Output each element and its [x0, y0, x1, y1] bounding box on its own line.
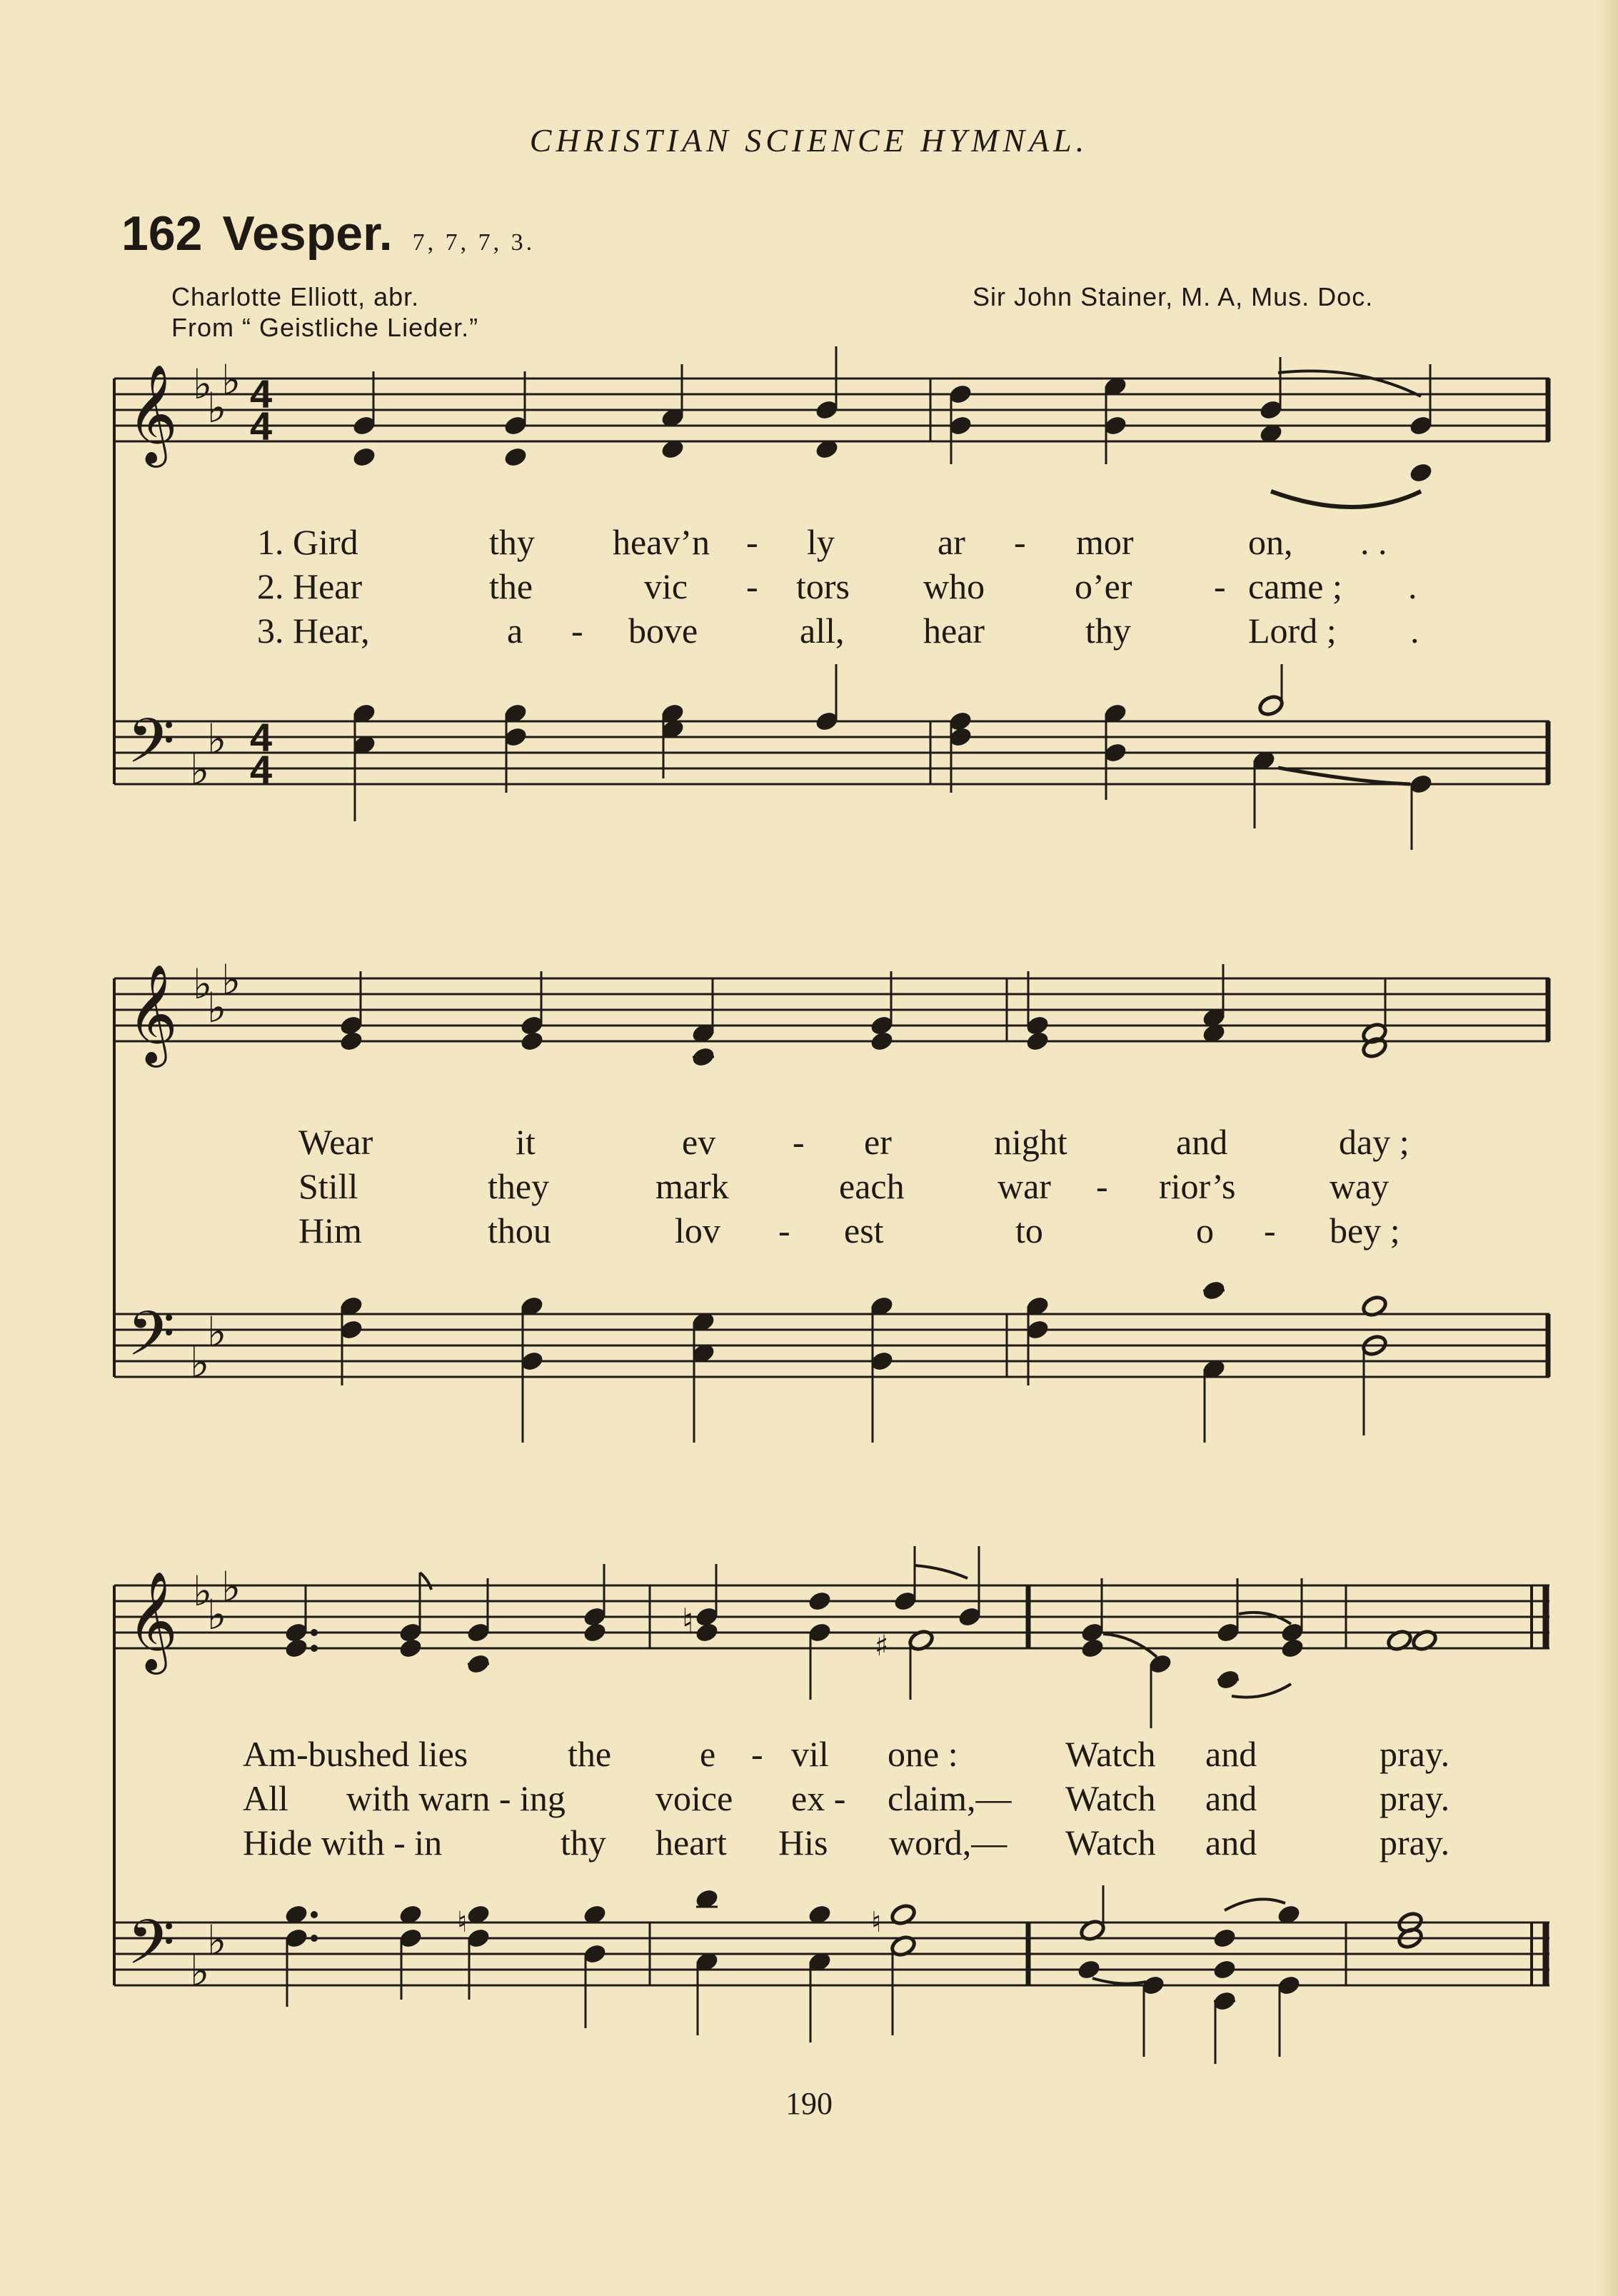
note-flag [420, 1573, 431, 1590]
lyric-syllable: tors [796, 566, 850, 606]
lyric-syllable: came ; [1248, 566, 1342, 606]
lyric-syllable: er [864, 1122, 892, 1162]
lyric-syllable: Lord ; [1248, 611, 1337, 651]
lyric-syllable: war [998, 1166, 1051, 1206]
music-credit: Sir John Stainer, M. A, Mus. Doc. [973, 282, 1374, 311]
lyric-syllable: o’er [1075, 566, 1132, 606]
lyric-syllable: hear [923, 611, 985, 651]
lyric-syllable: bey ; [1330, 1210, 1400, 1250]
flat-icon: ♭ [190, 1947, 210, 1995]
flat-icon: ♭ [221, 956, 241, 1004]
flat-icon: ♭ [221, 356, 241, 404]
words-credit: Charlotte Elliott, abr. [171, 282, 420, 311]
lyric-syllable: day ; [1339, 1122, 1410, 1162]
note-head [1025, 1030, 1050, 1053]
lyric-syllable: ev [682, 1122, 716, 1162]
treble-clef-icon: 𝄞 [127, 964, 178, 1063]
dot [311, 1935, 318, 1942]
lyric-syllable: vil [791, 1734, 829, 1774]
lyric-syllable: - [778, 1210, 790, 1250]
lyric-syllable: All [243, 1778, 288, 1818]
sharp-icon: ♯ [875, 1630, 889, 1663]
note-head [1212, 1958, 1237, 1982]
slur [1103, 1634, 1157, 1657]
lyric-syllable: with warn - ing [346, 1778, 566, 1818]
note-head [869, 1030, 895, 1053]
slur [1225, 1899, 1285, 1910]
slur [915, 1565, 968, 1578]
bass-staff [114, 721, 1549, 784]
bass-clef-icon: 𝄢 [127, 1298, 175, 1385]
slur [1092, 1978, 1146, 1984]
lyric-syllable: . . [1360, 522, 1387, 562]
lyric-syllable: who [923, 566, 985, 606]
hymn-number: 162 [121, 206, 203, 261]
lyric-syllable: - [1014, 522, 1026, 562]
natural-icon: ♮ [682, 1601, 694, 1640]
treble-clef-icon: 𝄞 [127, 364, 178, 463]
lyric-syllable: Hide with - in [243, 1823, 443, 1863]
flat-icon: ♭ [221, 1563, 241, 1611]
note-head [283, 1637, 309, 1660]
words-source: From “ Geistliche Lieder.” [171, 313, 479, 342]
lyric-syllable: and [1205, 1823, 1257, 1863]
lyric-syllable: Wear [298, 1122, 373, 1162]
lyric-syllable: on, [1248, 522, 1293, 562]
treble-notes [283, 1546, 1438, 1728]
lyric-syllable: one : [888, 1734, 958, 1774]
treble-staff [114, 1585, 1549, 1648]
lyric-syllable: e [700, 1734, 716, 1774]
lyric-syllable: heart [655, 1823, 727, 1863]
lyric-syllable: - [751, 1734, 763, 1774]
dot [311, 1629, 318, 1636]
note-head [398, 1637, 423, 1660]
lyric-syllable: claim,— [888, 1778, 1012, 1818]
lyric-syllable: ar [938, 522, 965, 562]
lyric-syllable: - [571, 611, 583, 651]
lyric-syllable: His [778, 1823, 828, 1863]
lyric-syllable: it [516, 1122, 536, 1162]
system-2-music [0, 936, 1618, 1478]
lyric-syllable: way [1330, 1166, 1390, 1206]
lyric-syllable: thy [1085, 611, 1131, 651]
flat-icon: ♭ [190, 746, 210, 794]
lyric-syllable: . [1408, 566, 1417, 606]
lyric-syllable: lov [675, 1210, 720, 1250]
lyric-syllable: thy [489, 522, 535, 562]
bass-notes [283, 1885, 1424, 2064]
page-number: 190 [785, 2086, 833, 2121]
note-head [807, 1590, 833, 1613]
hymn-title [121, 206, 535, 261]
note-head [1408, 461, 1434, 485]
lyric-syllable: Watch [1065, 1778, 1156, 1818]
lyric-syllable: a [507, 611, 523, 651]
slur [1278, 371, 1421, 396]
treble-clef-icon: 𝄞 [127, 1571, 178, 1670]
lyric-syllable: 1. Gird [257, 522, 358, 562]
bass-clef-icon: 𝄢 [127, 1906, 175, 1993]
lyric-syllable: and [1176, 1122, 1228, 1162]
lyric-syllable: thou [488, 1210, 551, 1250]
lyric-syllable: the [489, 566, 533, 606]
system-1-music [0, 336, 1618, 878]
lyric-syllable: - [1096, 1166, 1108, 1206]
flat-icon: ♭ [207, 983, 227, 1032]
running-header: CHRISTIAN SCIENCE HYMNAL. [529, 122, 1089, 159]
time-signature-top: 4 [250, 715, 273, 760]
flat-icon: ♭ [207, 383, 227, 432]
flat-icon: ♭ [207, 1308, 227, 1356]
lyric-syllable: ly [807, 522, 835, 562]
bass-staff [114, 1922, 1549, 1985]
lyric-syllable: est [844, 1210, 884, 1250]
lyric-syllable: word,— [889, 1823, 1008, 1863]
lyric-syllable: 3. Hear, [257, 611, 370, 651]
natural-icon: ♮ [457, 1906, 468, 1939]
lyric-syllable: - [746, 566, 758, 606]
dot [311, 1645, 318, 1652]
half-note-head [1257, 693, 1285, 717]
time-signature-bottom: 4 [250, 747, 273, 792]
lyric-syllable: the [568, 1734, 612, 1774]
lyric-syllable: ex - [791, 1778, 846, 1818]
lyric-syllable: Am-bushed lies [243, 1734, 468, 1774]
slur [1278, 768, 1410, 784]
flat-icon: ♭ [207, 715, 227, 763]
lyric-syllable: night [994, 1122, 1067, 1162]
lyric-syllable: pray. [1380, 1778, 1450, 1818]
time-signature-bottom: 4 [250, 403, 273, 448]
lyric-syllable: - [746, 522, 758, 562]
lyric-syllable: 2. Hear [257, 566, 363, 606]
note-head [338, 1030, 364, 1053]
tune-name: Vesper. [222, 206, 393, 261]
flat-icon: ♭ [207, 1916, 227, 1965]
note-head [1212, 1927, 1237, 1950]
treble-staff [114, 978, 1549, 1041]
flat-icon: ♭ [207, 1590, 227, 1639]
note-head [582, 1621, 608, 1645]
lyric-syllable: o [1196, 1210, 1214, 1250]
bass-notes [351, 664, 1434, 850]
note-head [1076, 1958, 1102, 1982]
slur [1271, 491, 1421, 507]
lyric-syllable: bove [628, 611, 698, 651]
flat-icon: ♭ [193, 960, 213, 1008]
lyric-syllable: Him [298, 1210, 362, 1250]
natural-icon: ♮ [871, 1906, 882, 1939]
note-head [519, 1030, 545, 1053]
flat-icon: ♭ [193, 1567, 213, 1615]
note-head [351, 446, 377, 469]
lyric-syllable: voice [655, 1778, 733, 1818]
lyric-syllable: heav’n [613, 522, 710, 562]
lyric-syllable: pray. [1380, 1823, 1450, 1863]
note-head [1280, 1637, 1305, 1660]
lyric-syllable: thy [561, 1823, 606, 1863]
note-head [694, 1621, 720, 1645]
lyric-syllable: - [1214, 566, 1226, 606]
lyric-syllable: Watch [1065, 1823, 1156, 1863]
lyric-syllable: - [793, 1122, 805, 1162]
lyric-syllable: they [488, 1166, 550, 1206]
lyric-syllable: each [839, 1166, 905, 1206]
lyric-syllable: - [1264, 1210, 1276, 1250]
bass-clef-icon: 𝄢 [127, 705, 175, 792]
lyric-syllable: to [1015, 1210, 1043, 1250]
lyric-syllable: mor [1076, 522, 1134, 562]
slur [1232, 1684, 1291, 1698]
lyric-syllable: pray. [1380, 1734, 1450, 1774]
note-head [1080, 1637, 1105, 1660]
lyric-syllable: and [1205, 1778, 1257, 1818]
bass-staff [114, 1314, 1549, 1377]
lyric-syllable: mark [655, 1166, 729, 1206]
note-head [503, 446, 528, 469]
dot [311, 1911, 318, 1918]
slur [1239, 1613, 1291, 1624]
treble-notes [351, 346, 1434, 484]
lyric-syllable: . [1410, 611, 1419, 651]
lyric-syllable: rior’s [1159, 1166, 1236, 1206]
time-signature-top: 4 [250, 371, 273, 416]
lyric-syllable: and [1205, 1734, 1257, 1774]
flat-icon: ♭ [190, 1338, 210, 1387]
lyric-syllable: vic [644, 566, 688, 606]
treble-notes [338, 964, 1388, 1068]
lyric-syllable: Still [298, 1166, 358, 1206]
lyric-syllable: all, [800, 611, 845, 651]
flat-icon: ♭ [193, 360, 213, 408]
meter: 7, 7, 7, 3. [412, 229, 536, 256]
lyric-syllable: Watch [1065, 1734, 1156, 1774]
